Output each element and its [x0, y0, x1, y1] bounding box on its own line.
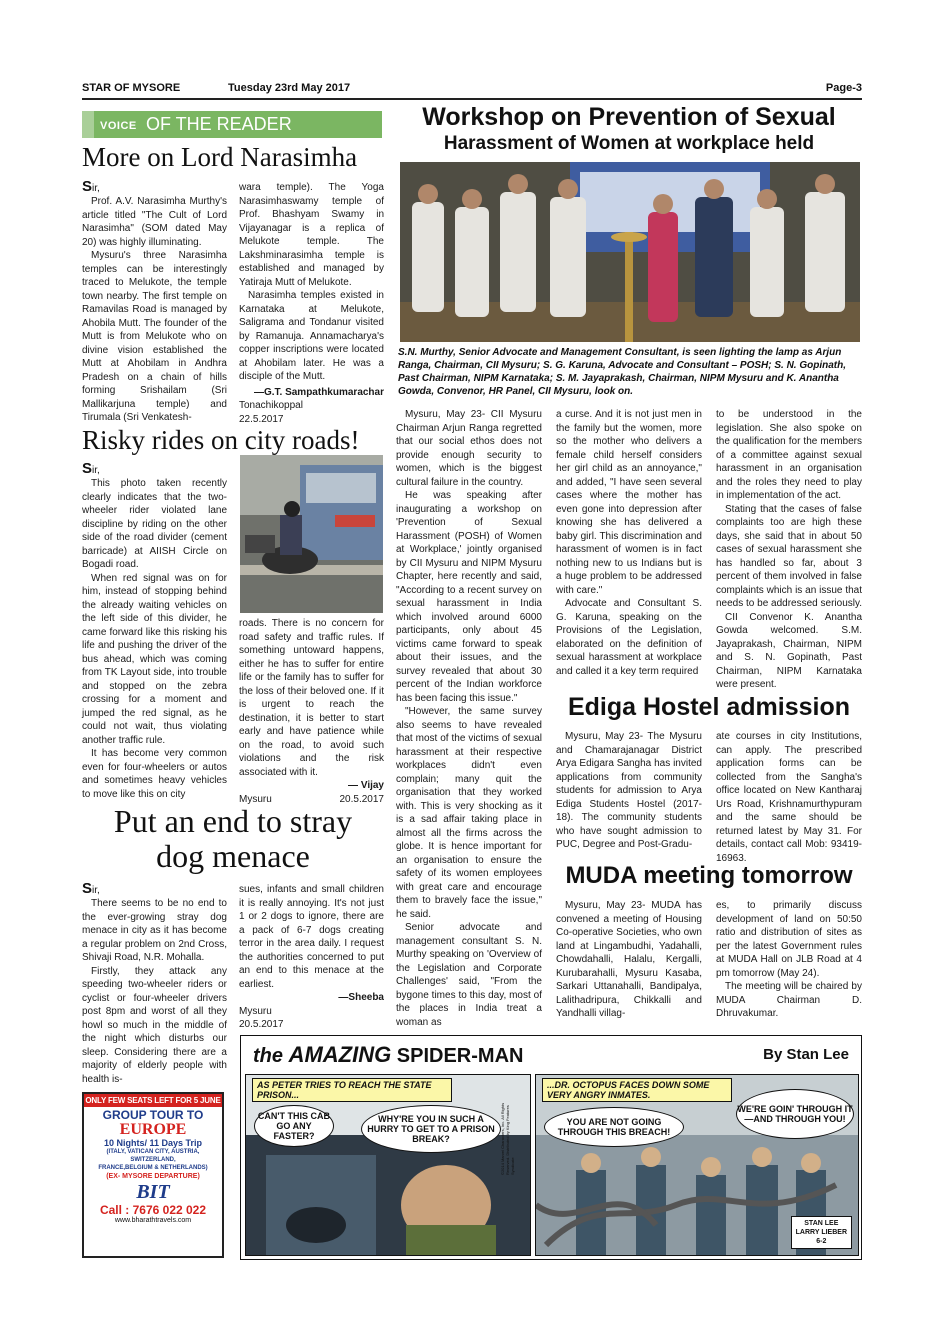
ad-line4: (ITALY, VATICAN CITY, AUSTRIA, SWITZERLAND, — [106, 1149, 200, 1163]
ad-line5: FRANCE,BELGIUM & NETHERLANDS) — [98, 1165, 208, 1171]
paragraph: "However, the same survey also seems to have revealed that most of the victims of sexual harassment at their respective workplaces didn't even complain; many quit the organisation that they worked with. This is very shocking as it is a sad affair taking place in almost all the firms across the globe. It is hence important for an organisation to ensure the safety of its women employees with great care and encourage them to bravely face the issue," he said. — [396, 706, 542, 920]
paragraph: Mysuru, May 23- MUDA has convened a meeting of Housing Co-operative Societies, who own land at Lingambudhi, Yadahalli, Chowdahalli, Halalu, Kergalli, Kurubarahalli, Mysuru Kasaba, Sarkari Uttanahalli, Bandipalya, Lalithadripura, Chikkalli and Yandhalli villag- — [556, 900, 702, 1019]
letter1-salutation — [82, 178, 100, 195]
letter2-date: 20.5.2017 — [339, 793, 384, 805]
signature-larry: LARRY LIEBER — [795, 1229, 847, 1236]
paragraph: Narasimha temples existed in Karnataka at Melukote, Saligrama and Tondanur visited by Ramanuja. Annamacharya's copper inscriptions were located at Ahobilam later. He was a disciple of the Mutt. — [239, 290, 384, 382]
letter2-salutation — [82, 460, 100, 477]
ad-line6: (EX- MYSORE DEPARTURE) — [106, 1173, 200, 1180]
traffic-photo-art — [240, 455, 383, 613]
workshop-photo — [400, 162, 860, 342]
paragraph: Mysuru, May 23- CII Mysuru Chairman Arjun Ranga regretted that our social ethos does not provide enough security to women, which is the biggest cultural failure in the country. — [396, 409, 542, 488]
panel1-copyright: ©2014 Marvel Characters, Inc. All Rights Reserved. Distributed by King Features Syndicate — [500, 1102, 515, 1175]
paragraph: Senior advocate and management consultant S. N. Murthy speaking on 'Overview of the Legislation and Corporate Challenges' said, "From the bygone times to this day, most of the places in India treat a woman as — [396, 922, 542, 1028]
letter1-date: 22.5.2017 — [239, 413, 284, 425]
ad-line3: 10 Nights/ 11 Days Trip — [103, 1138, 203, 1148]
masthead — [82, 82, 862, 98]
workshop-caption: S.N. Murthy, Senior Advocate and Management Consultant, is seen lighting the lamp as Arjun Ranga, Chairman, CII Mysuru; S. G. Karuna, Advocate and Consultant – POSH; S. N. Gopinath, Past Chairman, NIPM Karnataka; S. M. Jayaprakash, Chairman, NIPM Mysuru and K. Anantha Gowda, Convenor, HR Panel, CII Mysuru, look on. — [398, 347, 847, 397]
letter2-col1 — [82, 477, 227, 801]
paragraph: to be understood in the legislation. She also spoke on the qualification for the members of a committee against sexual harassment in an organisation and the roles they need to play in implementation of the act. — [716, 409, 862, 501]
letter1-title: More on Lord Narasimha — [82, 142, 358, 172]
salutation-cap: S — [82, 178, 93, 195]
voice-tag-bold: VOICE — [100, 120, 137, 132]
paragraph: CII Convenor K. Anantha Gowda welcomed. S.M. Jayaprakash, Chairman, NIPM and S. N. Gopinath, Past Chairman, NIPM Karnataka were present. — [716, 611, 862, 690]
paragraph: Prof. A.V. Narasimha Murthy's article titled "The Cult of Lord Narasimha" (SOM dated May 20) was highly illuminating. — [82, 196, 227, 248]
paragraph: Stating that the cases of false complaints too are high these days, she said that in about 50 cases of sexual harassment she has handled so far, about 3 percent of them involved in false complaints which is an issue that needs to be addressed seriously. — [716, 503, 863, 609]
letter2-signature: — Vijay — [348, 780, 384, 791]
comic-title-rest: SPIDER-MAN — [396, 1045, 524, 1067]
paper-name: STAR OF MYSORE — [82, 82, 181, 94]
ad-line1: GROUP TOUR TO — [102, 1108, 204, 1122]
voice-banner-stripe — [82, 111, 94, 138]
salutation-cap: S — [82, 460, 93, 477]
panel1-balloon-1: CAN'T THIS CAB GO ANY FASTER? — [254, 1105, 334, 1147]
muda-col1 — [556, 899, 702, 1021]
workshop-title — [396, 102, 862, 156]
letter3-title — [82, 804, 384, 874]
salutation-rest: ir, — [92, 183, 100, 194]
paragraph: sues, infants and small children it is really annoying. It's not just 1 or 2 dogs to ignore, there are a pack of 6-7 dogs creating terror in the area daily. I request the authorities concerned to put an end to this menace at the earliest. — [239, 884, 384, 990]
comic-title-the: the — [253, 1045, 283, 1067]
signature-stan: STAN LEE — [804, 1220, 839, 1227]
panel2-balloon-2: WE'RE GOIN' THROUGH IT—AND THROUGH YOU! — [736, 1089, 854, 1139]
paragraph: He was speaking after inaugurating a workshop on 'Prevention of Sexual Harassment (POSH) of Women at Workplace,' jointly organised by CII Mysuru and NIPM Mysuru Chapter, here recently and said, "According to a recent survey on sexual harassment in India which involved around 6000 participants, only about 45 victims came forward to speak about their issues, and the survey revealed that about 30 percent of the Indian workforce has been facing this issue." — [396, 490, 542, 704]
ediga-col2 — [716, 730, 862, 865]
comic-title — [253, 1042, 523, 1068]
ad-banner: ONLY FEW SEATS LEFT FOR 5 JUNE — [85, 1096, 221, 1105]
salutation-rest: ir, — [92, 465, 100, 476]
traffic-photo — [240, 455, 383, 613]
comic-strip — [240, 1035, 862, 1260]
workshop-title-line1: Workshop on Prevention of Sexual — [422, 103, 836, 131]
panel1-art — [246, 1075, 531, 1256]
paragraph: Mysuru's three Narasimha temples can be interestingly traced to Melukote, the temple town nearby. The first temple on Ramavilas Road is managed by Ahobila Mutt. The founder of the Mutt is from Melukote who on divine vision established the Mutt at Ahobilam in Andhra Pradesh on a chain of hills forming Srishailam (Sri Mallikarjuna temple) and Tirumala (Sri Venkatesh- — [82, 250, 227, 423]
workshop-col1 — [396, 408, 542, 1029]
ediga-col1 — [556, 730, 702, 852]
letter2-title: Risky rides on city roads! — [82, 425, 360, 455]
paragraph: It has become very common even for four-wheelers or autos and sometimes heavy vehicles to move like this on city — [82, 748, 227, 800]
workshop-title-line2: Harassment of Women at workplace held — [443, 133, 815, 154]
workshop-col2 — [556, 408, 702, 678]
paragraph: Advocate and Consultant S. G. Karuna, speaking on the Provisions of the Legislation, elaborated on the definition of sexual harassment at workplace and called it a key term required — [556, 598, 702, 677]
panel1-balloon-2: WHY'RE YOU IN SUCH A HURRY TO GET TO A PRISON BREAK? — [361, 1105, 501, 1153]
paragraph: Firstly, they attack any speeding two-wheeler riders or cyclist or four-wheeler drivers post 8pm and worst of all they howl so much in the middle of the night which disturbs our sleep. Considering there are a majority of elderly people with health is- — [82, 965, 227, 1085]
panel2-balloon-1: YOU ARE NOT GOING THROUGH THIS BREACH! — [544, 1107, 684, 1147]
issue-date: Tuesday 23rd May 2017 — [228, 82, 351, 94]
paragraph: Mysuru, May 23- The Mysuru and Chamarajanagar District Arya Edigara Sangha has invited applications from community students for admission to Arya Ediga Students Hostel (2017-18). The community students who have sought admission to PUC, Degree and Post-Gradu- — [556, 731, 702, 850]
letter3-signature: —Sheeba — [338, 992, 384, 1003]
letter3-salutation — [82, 880, 100, 897]
comic-byline: By Stan Lee — [763, 1046, 849, 1063]
comic-panel-2 — [535, 1074, 859, 1256]
paragraph: wara temple). The Yoga Narasimhaswamy temple of Prof. Bhashyam Swamy in Vijayanagar is a replica of Melukote temple. The Lakshminarasimha temple is established and managed by Yatiraja Mutt of Melukote. — [239, 182, 384, 288]
letter1-place: Tonachikoppal — [239, 400, 303, 411]
signature-date: 6-2 — [816, 1238, 827, 1245]
letter3-col2 — [239, 883, 384, 1032]
muda-col2 — [716, 899, 862, 1021]
letter3-place: Mysuru — [239, 1005, 272, 1017]
letter3-title-line1: Put an end to stray — [113, 803, 353, 839]
paragraph: es, to primarily discuss development of land on 50:50 ratio and distribution of sites as per the latest Government rules at MUDA Hall on JLB Road at 4 pm tomorrow (May 24). — [716, 900, 862, 979]
letter1-col2 — [239, 181, 384, 426]
voice-tag-rest: OF THE READER — [146, 114, 292, 134]
panel2-narration: ...DR. OCTOPUS FACES DOWN SOME VERY ANGRY INMATES. — [542, 1078, 732, 1102]
muda-title: MUDA meeting tomorrow — [565, 862, 853, 889]
comic-panel-1 — [245, 1074, 531, 1256]
letter2-col2 — [239, 617, 384, 806]
letter1-signature: —G.T. Sampathkumarachar — [253, 386, 384, 398]
paragraph: a curse. And it is not just men in the family but the women, more so the mother who delivers a female child herself considers her girl child as an annoyance," and added, "I have seen several cases where the mother has even gone into depression after knowing she has delivered a baby girl. This discrimination and harassment of women is in fact nothing new to us Indians but is a huge problem to be addressed with care." — [556, 409, 702, 596]
comic-title-amazing: AMAZING — [288, 1042, 392, 1067]
paragraph: When red signal was on for him, instead of stopping behind the already waiting vehicles on the left side of this divider, he came forward like this risking his life and pushing the driver of the bus ahead, which was coming from TK Layout side, into trouble and stopped on the zebra crossing for a moment and jumped the red signal, as he could not wait, thus violating another traffic rule. — [82, 572, 227, 746]
page-number: Page-3 — [825, 82, 862, 94]
travel-ad[interactable] — [82, 1092, 224, 1258]
workshop-photo-art — [400, 162, 860, 342]
letter1-col1 — [82, 195, 227, 425]
salutation-rest: ir, — [92, 885, 100, 896]
paragraph: The meeting will be chaired by MUDA Chairman D. Dhruvakumar. — [716, 981, 862, 1019]
paragraph: ate courses in city Institutions, can apply. The prescribed application forms can be collected from the Sangha's office located on New Kantharaj Urs Road, Krishnamurthypuram and the same should be returned latest by May 31. For details, contact call Mob: 93419-16963. — [716, 731, 862, 864]
masthead-rule — [82, 98, 862, 100]
paragraph: There seems to be no end to the ever-growing stray dog menace in city as it has become a regular problem on 2nd Cross, Shivaji Road, N.R. Mohalla. — [82, 898, 227, 963]
panel1-narration: AS PETER TRIES TO REACH THE STATE PRISON... — [252, 1078, 452, 1102]
letter3-title-line2: dog menace — [156, 838, 310, 874]
letter2-place: Mysuru — [239, 793, 272, 805]
ad-logo: BIT — [136, 1181, 170, 1203]
voice-banner — [82, 111, 382, 138]
panel2-signature — [791, 1216, 852, 1249]
letter3-col1 — [82, 897, 227, 1086]
salutation-cap: S — [82, 880, 93, 897]
letter3-date: 20.5.2017 — [239, 1019, 284, 1030]
ad-phone[interactable]: Call : 7676 022 022 — [99, 1203, 207, 1217]
paragraph: roads. There is no concern for road safety and traffic rules. If something untoward happens, either he has to suffer for entire life or the family has to suffer for the loss of their beloved one. If it is urgent to reach the destination, it is better to start early and have patience while on the road, to avoid such violations and the risk associated with it. — [239, 618, 384, 778]
workshop-col3 — [716, 408, 862, 692]
ad-line2: EUROPE — [119, 1121, 187, 1138]
paragraph: This photo taken recently clearly indicates that the two-wheeler rider violated lane discipline by riding on the other side of the road divider (cement barricade) at AIISH Circle on Bogadi road. — [82, 478, 227, 570]
ad-web[interactable]: www.bharathtravels.com — [114, 1217, 192, 1224]
ediga-title: Ediga Hostel admission — [567, 693, 850, 721]
